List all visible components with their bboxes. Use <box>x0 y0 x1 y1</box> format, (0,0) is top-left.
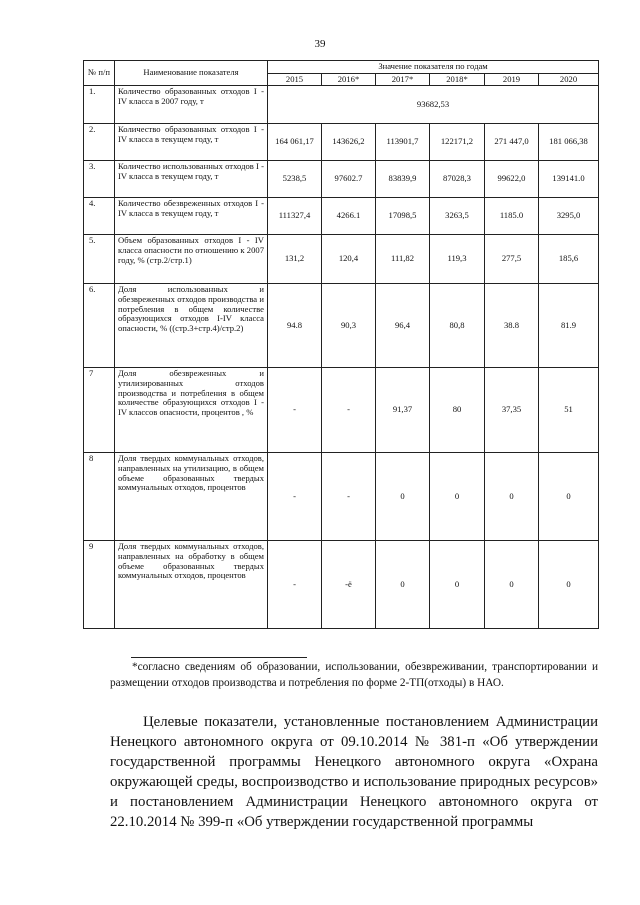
row-number: 7 <box>84 368 115 453</box>
indicator-name: Количество образованных отходов I - IV класса в 2007 году, т <box>115 86 268 124</box>
value-cell: -ё <box>322 541 376 629</box>
indicator-name: Количество образованных отходов I - IV класса в текущем году, т <box>115 124 268 161</box>
value-cell: - <box>268 541 322 629</box>
value-cell: 185,6 <box>539 235 599 284</box>
table-row <box>84 86 599 124</box>
col-name-header: Наименование показателя <box>115 61 268 86</box>
value-cell: 113901,7 <box>376 124 430 161</box>
indicator-name: Количество обезвреженных отходов I - IV класса в текущем году, т <box>115 198 268 235</box>
indicator-name: Доля обезвреженных и утилизированных отходов производства и потребления в общем количестве образующихся отходов I - IV классов опасности, процентов , % <box>115 368 268 453</box>
value-cell: 3263,5 <box>430 198 485 235</box>
value-cell: - <box>322 368 376 453</box>
indicator-name: Объем образованных отходов I - IV класса опасности по отношению к 2007 году, % (стр.2/стр.1) <box>115 235 268 284</box>
value-cell: 122171,2 <box>430 124 485 161</box>
col-num-header: № п/п <box>84 61 115 86</box>
value-cell: 1185.0 <box>485 198 539 235</box>
value-cell: - <box>268 453 322 541</box>
indicator-name: Доля твердых коммунальных отходов, направленных на обработку в общем объеме образованных твердых коммунальных отходов, процентов <box>115 541 268 629</box>
value-cell: 83839,9 <box>376 161 430 198</box>
year-header: 2018* <box>430 73 485 86</box>
value-cell: 99622,0 <box>485 161 539 198</box>
value-cell: 80 <box>430 368 485 453</box>
table-row <box>84 235 599 284</box>
value-cell: 5238,5 <box>268 161 322 198</box>
value-cell: 119,3 <box>430 235 485 284</box>
value-cell: 111327,4 <box>268 198 322 235</box>
row-number: 6. <box>84 284 115 368</box>
footnote: *согласно сведениям об образовании, использовании, обезвреживании, транспортировании и размещении отходов производства и потребления по форме 2-ТП(отходы) в НАО. <box>110 661 598 690</box>
value-cell: 120,4 <box>322 235 376 284</box>
table-header-row <box>84 61 599 74</box>
value-cell: 87028,3 <box>430 161 485 198</box>
value-cell: 277,5 <box>485 235 539 284</box>
value-cell: 111,82 <box>376 235 430 284</box>
value-cell: 0 <box>376 541 430 629</box>
value-cell: 181 066,38 <box>539 124 599 161</box>
row-number: 3. <box>84 161 115 198</box>
value-cell: 0 <box>539 541 599 629</box>
body-paragraph: Целевые показатели, установленные постановлением Администрации Ненецкого автономного округа от 09.10.2014 № 381-п «Об утверждении государственной программы Ненецкого автономного округа «Охрана окружающей среды, воспроизводство и использование природных ресурсов» и постановлением Администрации Ненецкого автономного округа от 22.10.2014 № 399-п «Об утверждении государственной программы <box>110 714 598 830</box>
year-header: 2019 <box>485 73 539 86</box>
table-row <box>84 284 599 368</box>
value-cell: 4266.1 <box>322 198 376 235</box>
value-cell: 91,37 <box>376 368 430 453</box>
indicator-name: Доля твердых коммунальных отходов, направленных на утилизацию, в общем объеме образованных твердых коммунальных отходов, процентов <box>115 453 268 541</box>
merged-value-cell: 93682,53 <box>268 86 599 124</box>
table-row <box>84 161 599 198</box>
value-cell: 0 <box>485 453 539 541</box>
page-number: 39 <box>314 38 326 50</box>
table-row <box>84 124 599 161</box>
value-cell: 37,35 <box>485 368 539 453</box>
value-cell: 90,3 <box>322 284 376 368</box>
indicators-table <box>83 60 599 629</box>
value-cell: 0 <box>485 541 539 629</box>
indicator-name: Доля использованных и обезвреженных отходов производства и потребления в общем количестве образующихся отходов I-IV класса опасности, % ((стр.3+стр.4)/стр.2) <box>115 284 268 368</box>
year-header: 2016* <box>322 73 376 86</box>
years-group-header: Значение показателя по годам <box>268 61 599 74</box>
value-cell: 0 <box>430 453 485 541</box>
value-cell: 81.9 <box>539 284 599 368</box>
value-cell: 0 <box>430 541 485 629</box>
value-cell: 80,8 <box>430 284 485 368</box>
row-number: 4. <box>84 198 115 235</box>
value-cell: 97602.7 <box>322 161 376 198</box>
row-number: 2. <box>84 124 115 161</box>
table-row <box>84 453 599 541</box>
value-cell: 96,4 <box>376 284 430 368</box>
row-number: 8 <box>84 453 115 541</box>
table-row <box>84 198 599 235</box>
value-cell: 271 447,0 <box>485 124 539 161</box>
indicator-name: Количество использованных отходов I - IV класса в текущем году, т <box>115 161 268 198</box>
value-cell: 0 <box>539 453 599 541</box>
value-cell: 164 061,17 <box>268 124 322 161</box>
value-cell: - <box>322 453 376 541</box>
row-number: 1. <box>84 86 115 124</box>
value-cell: 0 <box>376 453 430 541</box>
value-cell: 94.8 <box>268 284 322 368</box>
value-cell: 139141.0 <box>539 161 599 198</box>
value-cell: 143626,2 <box>322 124 376 161</box>
year-header: 2015 <box>268 73 322 86</box>
value-cell: 38.8 <box>485 284 539 368</box>
year-header: 2017* <box>376 73 430 86</box>
footnote-rule <box>131 657 307 658</box>
year-header: 2020 <box>539 73 599 86</box>
value-cell: 3295,0 <box>539 198 599 235</box>
row-number: 9 <box>84 541 115 629</box>
row-number: 5. <box>84 235 115 284</box>
value-cell: 51 <box>539 368 599 453</box>
value-cell: 17098,5 <box>376 198 430 235</box>
table-row <box>84 541 599 629</box>
table-row <box>84 368 599 453</box>
value-cell: 131,2 <box>268 235 322 284</box>
value-cell: - <box>268 368 322 453</box>
